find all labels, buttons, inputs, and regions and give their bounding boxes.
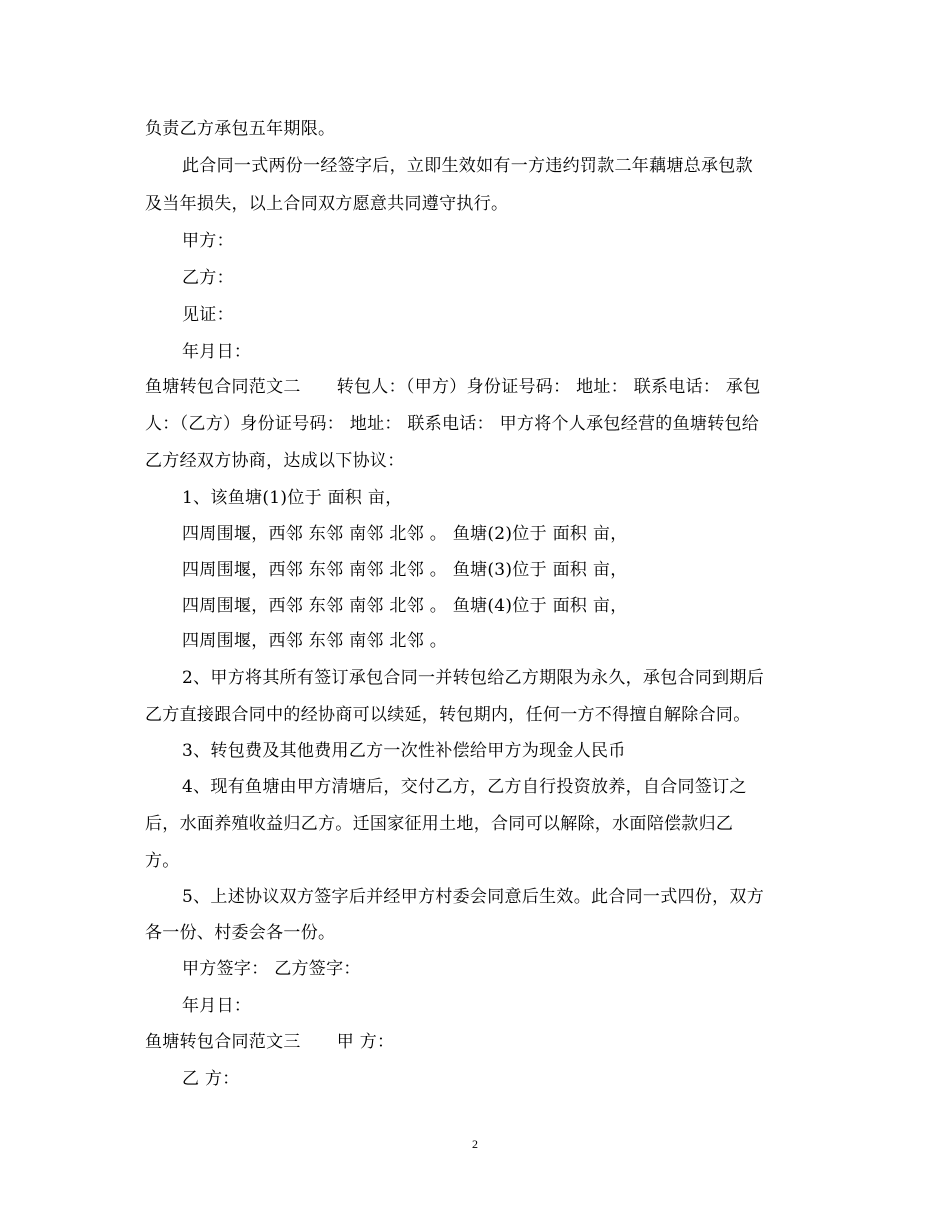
- text-line: 2、甲方将其所有签订承包合同一并转包给乙方期限为永久，承包合同到期后: [182, 668, 765, 688]
- text-line: 四周围堰，西邻 东邻 南邻 北邻 。 鱼塘(3)位于 面积 亩，: [182, 560, 628, 580]
- section-heading: 鱼塘转包合同范文二: [145, 377, 301, 397]
- text-line: 年月日：: [182, 996, 252, 1016]
- section-heading: 鱼塘转包合同范文三: [145, 1032, 301, 1052]
- text-line: 甲 方：: [336, 1032, 395, 1052]
- page-number: 2: [472, 1137, 478, 1151]
- text-line: 人：（乙方）身份证号码： 地址： 联系电话： 甲方将个人承包经营的鱼塘转包给: [145, 414, 760, 434]
- text-line: 5、上述协议双方签字后并经甲方村委会同意后生效。此合同一式四份，双方: [182, 887, 765, 907]
- text-line: 乙方直接跟合同中的经协商可以续延，转包期内，任何一方不得擅自解除合同。: [145, 705, 751, 725]
- text-line: 3、转包费及其他费用乙方一次性补偿给甲方为现金人民币: [182, 741, 626, 761]
- text-line: 乙 方：: [182, 1069, 240, 1089]
- text-line: 后，水面养殖收益归乙方。迁国家征用土地，合同可以解除，水面陪偿款归乙: [145, 814, 734, 834]
- text-line: 甲方签字： 乙方签字：: [182, 959, 361, 979]
- text-line: 转包人：（甲方）身份证号码： 地址： 联系电话： 承包: [336, 377, 761, 397]
- text-line: 4、现有鱼塘由甲方清塘后，交付乙方，乙方自行投资放养，自合同签订之: [182, 777, 747, 797]
- text-line: 四周围堰，西邻 东邻 南邻 北邻 。 鱼塘(4)位于 面积 亩，: [182, 596, 628, 616]
- text-line: 方。: [145, 851, 180, 871]
- text-line: 乙方经双方协商，达成以下协议：: [145, 451, 405, 471]
- text-line: 乙方：: [182, 268, 234, 288]
- section-heading-line: [145, 1031, 815, 1053]
- text-line: 四周围堰，西邻 东邻 南邻 北邻 。: [182, 631, 448, 651]
- text-line: 甲方：: [182, 231, 234, 251]
- text-line: 1、该鱼塘(1)位于 面积 亩，: [182, 488, 403, 508]
- text-line: 及当年损失，以上合同双方愿意共同遵守执行。: [145, 194, 509, 214]
- text-line: 年月日：: [182, 342, 252, 362]
- text-line: 见证：: [182, 305, 234, 325]
- text-line: 负责乙方承包五年期限。: [145, 119, 336, 139]
- text-line: 此合同一式两份一经签字后，立即生效如有一方违约罚款二年藕塘总承包款: [182, 156, 753, 176]
- section-heading-line: [145, 376, 815, 398]
- text-line: 各一份、村委会各一份。: [145, 923, 336, 943]
- text-line: 四周围堰，西邻 东邻 南邻 北邻 。 鱼塘(2)位于 面积 亩，: [182, 524, 628, 544]
